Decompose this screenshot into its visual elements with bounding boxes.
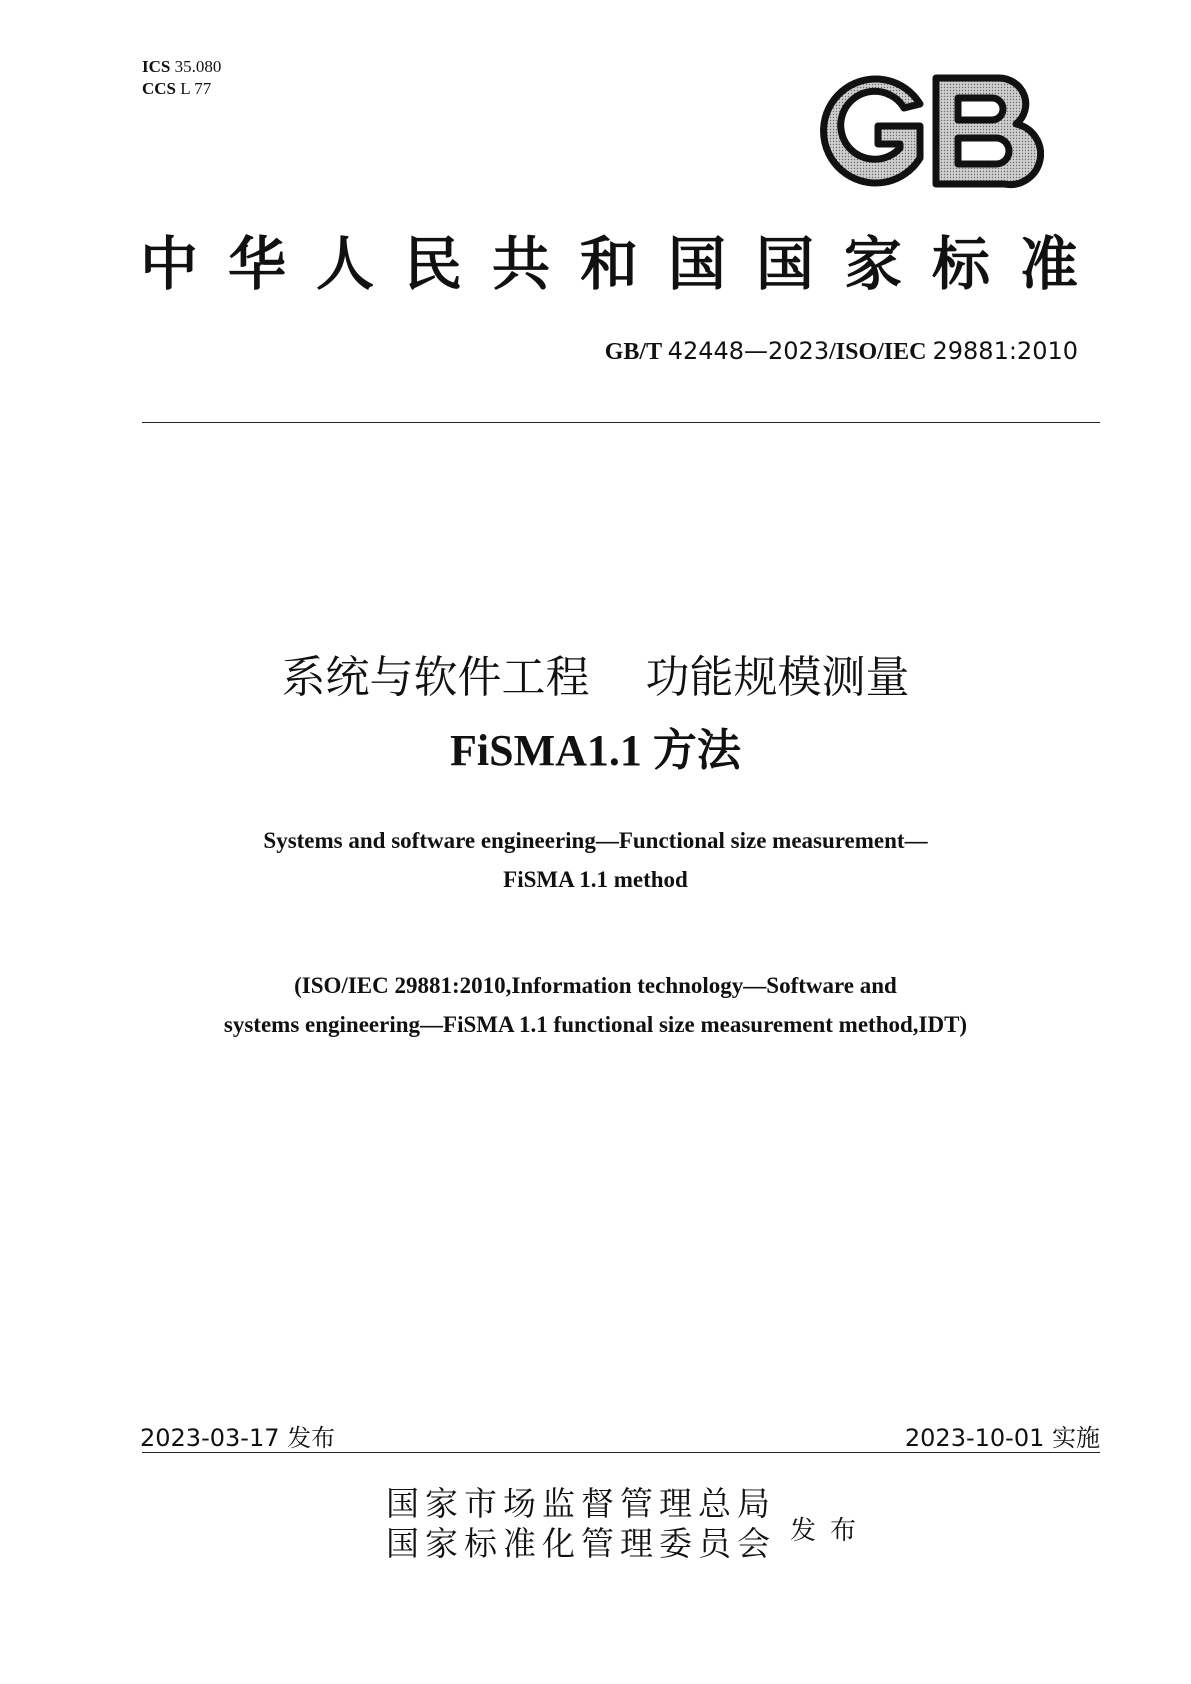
adoption-note-line-2: systems engineering—FiSMA 1.1 functional size measurement method,IDT) [223,1012,968,1037]
gb-logo [808,68,1044,194]
standard-prefix: GB/T [604,339,662,365]
english-title-line-2: FiSMA 1.1 method [503,867,688,892]
classification-codes [142,56,221,100]
issuing-organizations [386,1485,776,1565]
national-standard-title: 中华人民共和国国家标准 [140,232,1109,297]
ics-code-line [142,56,221,78]
issuer-samr: 国家市场监督管理总局 [386,1487,776,1523]
bottom-divider [142,1452,1100,1453]
english-title-line-1: Systems and software engineering—Functional size measurement— [263,828,928,853]
chinese-title-line-2: FiSMA1.1 方法 [450,726,741,775]
issue-action: 发布 [790,1516,871,1545]
chinese-title-part-1: 系统与软件工程 [281,652,590,703]
ics-code: 35.080 [174,57,222,76]
adoption-note-line-1: (ISO/IEC 29881:2010,Information technology—Software and [294,973,897,998]
ccs-code-line [142,78,221,100]
ccs-code: L 77 [180,79,212,98]
implementation-date: 2023-10-01 实施 [904,1424,1100,1452]
release-date: 2023-03-17 发布 [140,1424,336,1452]
top-divider [142,422,1100,423]
standard-number [605,337,1078,366]
chinese-title-line-1 [0,650,1191,706]
issuer-sac: 国家标准化管理委员会 [386,1527,776,1563]
chinese-title-part-2: 功能规模测量 [645,652,910,703]
adopted-organization: /ISO/IEC [829,339,927,365]
ccs-label: CCS [142,79,177,98]
ics-label: ICS [142,57,171,76]
gb-logo-text: GB [808,68,810,69]
standard-main-number: 42448—2023 [667,337,830,365]
adopted-standard-number: 29881:2010 [932,337,1078,365]
